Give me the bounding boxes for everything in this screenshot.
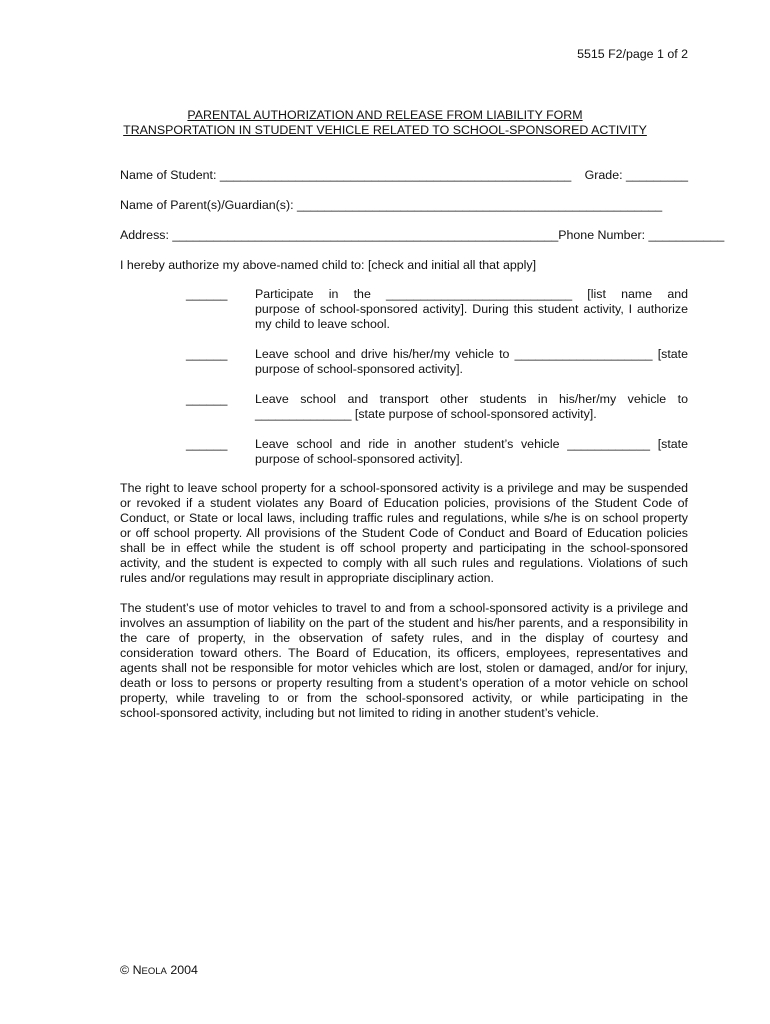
form-title-line-1: PARENTAL AUTHORIZATION AND RELEASE FROM LIABILITY FORM — [187, 108, 583, 122]
copyright-symbol: © — [120, 963, 130, 977]
privilege-paragraph — [120, 481, 688, 586]
paragraph-line: involves an assumption of liability on the part of the student and his/her parents, and a responsibility in — [120, 616, 688, 630]
item-line: Leave school and transport other students in his/her/my vehicle to — [255, 392, 688, 406]
phone-number-field[interactable]: Phone Number: ___________ — [558, 228, 725, 242]
item-line: ______________ [state purpose of school-sponsored activity]. — [255, 407, 597, 421]
item-line: purpose of school-sponsored activity]. — [255, 362, 463, 376]
initial-blank[interactable]: ______ — [186, 392, 228, 406]
paragraph-line: school-sponsored activity, including but not limited to riding in another student’s vehicle. — [120, 706, 599, 720]
page-number: 5515 F2/page 1 of 2 — [577, 47, 688, 61]
item-line: purpose of school-sponsored activity]. During this student activity, I authorize — [255, 302, 688, 316]
form-title — [0, 108, 770, 138]
liability-paragraph — [120, 601, 688, 721]
item-line: purpose of school-sponsored activity]. — [255, 452, 463, 466]
paragraph-line: property, while traveling to or from the school-sponsored activity, or while participating in the — [120, 691, 688, 705]
grade-field[interactable]: Grade: _________ — [584, 168, 688, 182]
item-line: Participate in the ___________________________ [list name and — [255, 287, 688, 301]
paragraph-line: consideration toward others. The Board of Education, its officers, employees, representatives and — [120, 646, 688, 660]
initial-blank[interactable]: ______ — [186, 437, 228, 451]
item-text — [255, 392, 688, 422]
brand-rest: EOLA — [141, 966, 167, 977]
parent-name-field[interactable]: Name of Parent(s)/Guardian(s): _____________________________________________________ — [120, 198, 663, 212]
paragraph-line: death or loss to persons or property resulting from a student’s operation of a motor vehicle on school — [120, 676, 688, 690]
item-text — [255, 347, 688, 377]
paragraph-line: rules and/or regulations may result in appropriate disciplinary action. — [120, 571, 494, 585]
initial-blank[interactable]: ______ — [186, 347, 228, 361]
brand-initial: N — [132, 963, 142, 977]
student-name-field[interactable]: Name of Student: ___________________________________________________ — [120, 168, 572, 182]
parent-field-row — [120, 198, 688, 213]
item-text — [255, 437, 688, 467]
form-title-line-2: TRANSPORTATION IN STUDENT VEHICLE RELATED TO SCHOOL-SPONSORED ACTIVITY — [123, 123, 647, 137]
paragraph-line: or off school property. All provisions of the Student Code of Conduct and Board of Education policies — [120, 526, 688, 540]
paragraph-line: The student’s use of motor vehicles to travel to and from a school-sponsored activity is a privilege and — [120, 601, 688, 615]
item-line: Leave school and ride in another student’s vehicle ____________ [state — [255, 437, 688, 451]
student-field-row — [120, 168, 688, 183]
copyright-year: 2004 — [170, 963, 198, 977]
address-field-row — [120, 228, 725, 243]
address-field[interactable]: Address: ________________________________________________________ — [120, 228, 559, 242]
authorization-instruction: I hereby authorize my above-named child to: [check and initial all that apply] — [120, 258, 537, 272]
paragraph-line: activity, and the student is expected to comply with all such rules and regulations. Violations of such — [120, 556, 688, 570]
paragraph-line: the care of property, in the observation of safety rules, and in the display of courtesy and — [120, 631, 688, 645]
paragraph-line: The right to leave school property for a school-sponsored activity is a privilege and may be suspended — [120, 481, 688, 495]
paragraph-line: Conduct, or State or local laws, including traffic rules and regulations, while s/he is on school property — [120, 511, 688, 525]
paragraph-line: or revoked if a student violates any Board of Education policies, provisions of the Student Code of — [120, 496, 688, 510]
item-line: my child to leave school. — [255, 317, 390, 331]
paragraph-line: agents shall not be responsible for motor vehicles which are lost, stolen or damaged, and/or for injury, — [120, 661, 688, 675]
item-text — [255, 287, 688, 332]
initial-blank[interactable]: ______ — [186, 287, 228, 301]
copyright-footer — [120, 963, 198, 979]
paragraph-line: shall be in effect while the student is off school property and participating in the school-sponsored — [120, 541, 688, 555]
item-line: Leave school and drive his/her/my vehicle to ____________________ [state — [255, 347, 688, 361]
